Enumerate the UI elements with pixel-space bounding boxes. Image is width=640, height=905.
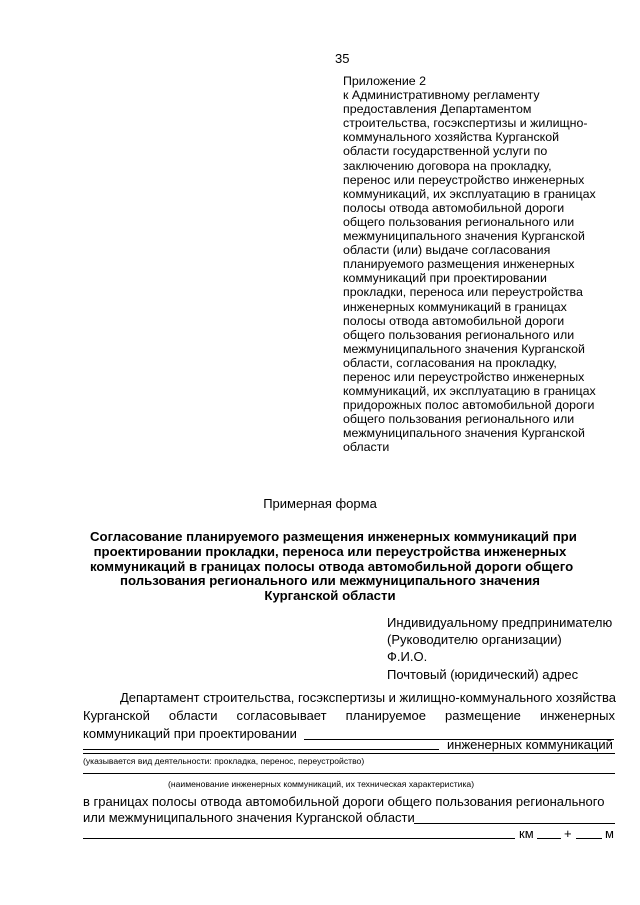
km-label: км (519, 826, 534, 841)
body-line-6: в границах полосы отвода автомобильной дороги общего пользования регионального (83, 794, 605, 809)
title-line: пользования регионального или межмуниципального значения (120, 573, 540, 589)
appendix-line: области, согласования на прокладку, (343, 355, 557, 370)
appendix-line: общего пользования регионального или (343, 412, 575, 427)
addressee-line: (Руководителю организации) (387, 632, 562, 648)
title-line: Курганской области (264, 588, 396, 604)
form-label: Примерная форма (263, 496, 377, 511)
appendix-line: коммуникаций при проектировании (343, 271, 547, 286)
appendix-header (343, 74, 596, 455)
body-line-2-word: инженерных (539, 708, 615, 723)
appendix-line: области государственной услуги по (343, 144, 548, 159)
body-line-4: инженерных коммуникаций (447, 737, 613, 752)
m-fill-line (576, 838, 602, 839)
utilities-fill-line (83, 773, 615, 774)
document-title (90, 529, 577, 604)
body-line-3: коммуникаций при проектировании (83, 726, 297, 741)
appendix-line: предоставления Департаментом (343, 102, 532, 117)
appendix-line: общего пользования регионального или (343, 327, 575, 342)
appendix-line: перенос или переустройство инженерных (343, 172, 585, 187)
appendix-line: полосы отвода автомобильной дороги (343, 313, 565, 328)
hint-activity-type: (указывается вид деятельности: прокладка, перенос, переустройство) (83, 756, 365, 766)
addressee-line: Почтовый (юридический) адрес (387, 666, 579, 682)
appendix-line: межмуниципального значения Курганской (343, 229, 585, 244)
appendix-line: полосы отвода автомобильной дороги (343, 200, 565, 215)
appendix-line: общего пользования регионального или (343, 214, 575, 229)
appendix-line: планируемого размещения инженерных (343, 257, 575, 272)
appendix-line: строительства, госэкспертизы и жилищно- (343, 116, 588, 131)
appendix-line: области (343, 440, 390, 455)
appendix-line: Приложение 2 (343, 74, 427, 88)
title-line: проектировании прокладки, переноса или переустройства инженерных (93, 543, 567, 559)
body-line-7: или межмуниципального значения Курганской области (83, 810, 415, 825)
appendix-line: прокладки, переноса или переустройства (343, 285, 583, 300)
appendix-line: заключению договора на прокладку, (343, 158, 552, 173)
appendix-line: к Административному регламенту (343, 88, 540, 103)
title-line: коммуникаций в границах полосы отвода автомобильной дороги общего (90, 558, 574, 574)
plus-sign: + (564, 826, 572, 841)
appendix-line: области (или) выдаче согласования (343, 243, 551, 258)
body-line-2 (83, 708, 615, 723)
body-line-2-word: размещение (445, 708, 521, 723)
body-line-1: Департамент строительства, госэкспертизы и жилищно-коммунального хозяйства (120, 690, 616, 705)
body-line-2-word: области (168, 708, 218, 723)
appendix-line: межмуниципального значения Курганской (343, 341, 585, 356)
appendix-line: коммунального хозяйства Курганской (343, 130, 560, 145)
location-fill-line (83, 838, 515, 839)
m-label: м (605, 826, 614, 841)
activity-fill-line-2 (83, 749, 439, 750)
appendix-line: коммуникаций, их эксплуатацию в границах (343, 384, 596, 399)
page-number: 35 (335, 51, 350, 66)
addressee-block (387, 614, 612, 683)
body-line-2-word: Курганской (83, 708, 150, 723)
appendix-line: межмуниципального значения Курганской (343, 426, 585, 441)
appendix-line: придорожных полос автомобильной дороги (343, 398, 595, 413)
underline-activity (83, 753, 615, 754)
addressee-line: Ф.И.О. (387, 649, 428, 665)
appendix-line: инженерных коммуникаций в границах (343, 299, 567, 314)
body-line-2-word: согласовывает (236, 708, 327, 723)
title-line: Согласование планируемого размещения инженерных коммуникаций при (90, 529, 577, 544)
km-fill-line (537, 838, 561, 839)
hint-utilities-name: (наименование инженерных коммуникаций, их техническая характеристика) (168, 779, 475, 789)
addressee-line: Индивидуальному предпринимателю (387, 615, 613, 630)
body-line-2-word: планируемое (345, 708, 426, 723)
appendix-line: перенос или переустройство инженерных (343, 369, 585, 384)
region-fill-line (414, 823, 615, 824)
appendix-line: коммуникаций, их эксплуатацию в границах (343, 186, 596, 201)
